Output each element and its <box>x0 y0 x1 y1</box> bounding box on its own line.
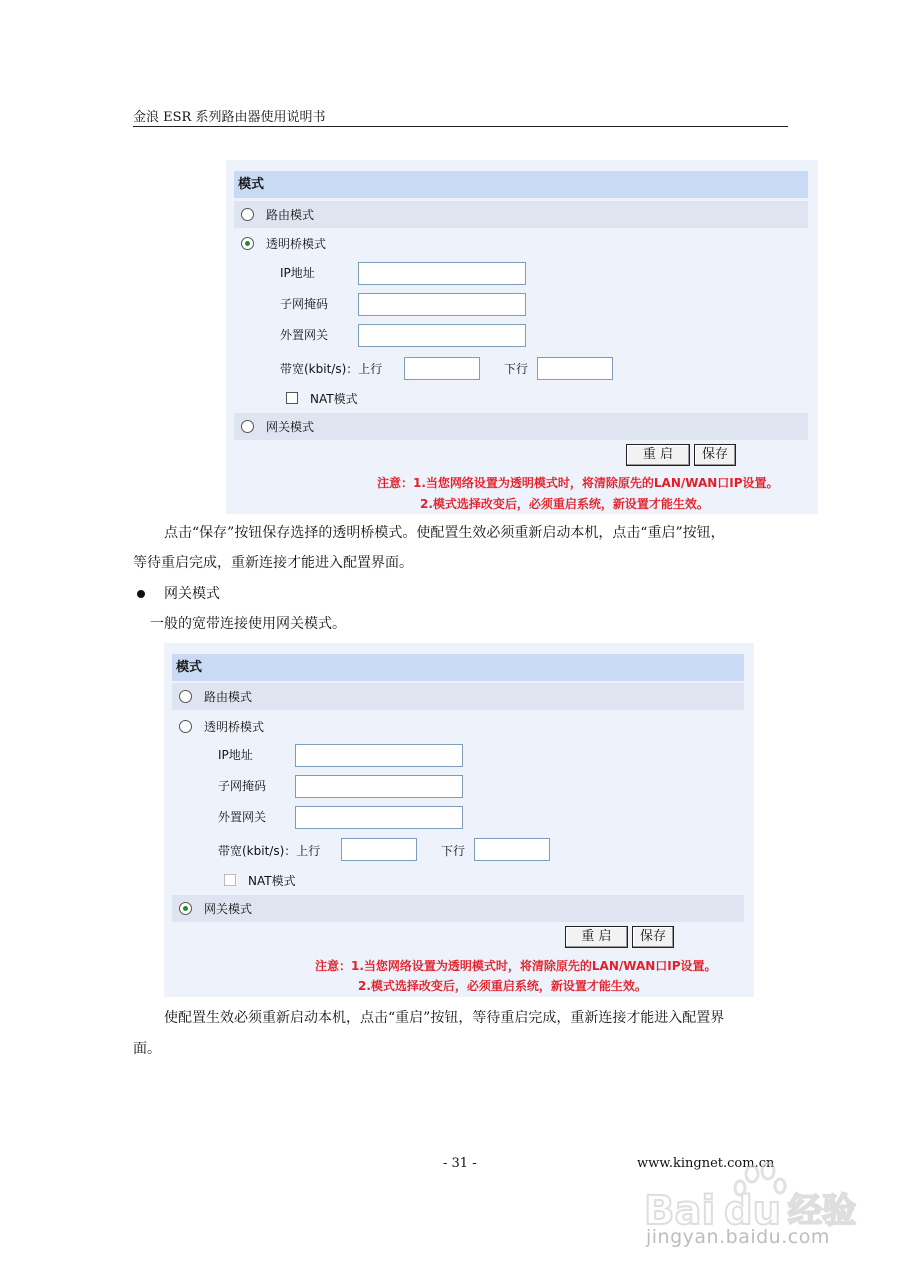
downlink-label: 下行 <box>504 362 529 376</box>
nat-checkbox[interactable] <box>224 874 236 886</box>
page-number: - 31 - <box>443 1156 477 1171</box>
panel-title: 模式 <box>172 654 744 681</box>
mask-input[interactable] <box>358 293 526 316</box>
downlink-input[interactable] <box>474 838 550 861</box>
running-header: 金浪 ESR 系列路由器使用说明书 <box>133 110 326 125</box>
svg-text:经验: 经验 <box>788 1191 856 1231</box>
gateway-mode-label: 网关模式 <box>204 902 253 916</box>
bullet-icon <box>137 590 145 598</box>
bridge-mode-label: 透明桥模式 <box>266 237 327 251</box>
gateway-mode-radio[interactable] <box>179 902 192 915</box>
mode-panel-gateway <box>164 643 754 997</box>
bridge-mode-label: 透明桥模式 <box>204 720 265 734</box>
svg-text:du: du <box>724 1188 782 1234</box>
svg-text:Bai: Bai <box>644 1188 716 1234</box>
gateway-mode-option[interactable] <box>234 413 808 440</box>
gateway-input[interactable] <box>358 324 526 347</box>
nat-label: NAT模式 <box>248 873 296 888</box>
paragraph-1-line-1: 点击“保存”按钮保存选择的透明桥模式。使配置生效必须重新启动本机，点击“重启”按钮， <box>164 525 725 541</box>
gateway-input[interactable] <box>295 806 463 829</box>
router-mode-option[interactable] <box>234 201 808 228</box>
nat-mode-option[interactable] <box>286 389 358 407</box>
uplink-input[interactable] <box>404 357 480 380</box>
downlink-label: 下行 <box>441 844 466 858</box>
mode-panel-bridge <box>226 160 818 514</box>
paragraph-3-line-2: 面。 <box>133 1041 161 1057</box>
mask-label: 子网掩码 <box>218 779 267 793</box>
bridge-mode-radio[interactable] <box>179 720 192 733</box>
router-mode-radio[interactable] <box>179 690 192 703</box>
save-button[interactable]: 保存 <box>632 926 674 948</box>
ip-label: IP地址 <box>280 266 315 280</box>
paragraph-3-line-1: 使配置生效必须重新启动本机，点击“重启”按钮，等待重启完成，重新连接才能进入配置界 <box>164 1010 725 1026</box>
bridge-mode-option[interactable] <box>172 713 744 740</box>
ip-label: IP地址 <box>218 748 253 762</box>
note-line-1: 注意：1.当您网络设置为透明模式时，将清除原先的LAN/WAN口IP设置。 <box>377 476 779 490</box>
bridge-mode-radio[interactable] <box>241 237 254 250</box>
note-line-1: 注意：1.当您网络设置为透明模式时，将清除原先的LAN/WAN口IP设置。 <box>315 959 717 973</box>
mask-input[interactable] <box>295 775 463 798</box>
ip-input[interactable] <box>358 262 526 285</box>
restart-button[interactable]: 重 启 <box>565 926 628 948</box>
gateway-label: 外置网关 <box>218 810 267 824</box>
router-mode-option[interactable] <box>172 683 744 710</box>
save-button[interactable]: 保存 <box>694 444 736 466</box>
nat-checkbox[interactable] <box>286 392 298 404</box>
gateway-label: 外置网关 <box>280 328 329 342</box>
gateway-mode-option[interactable] <box>172 895 744 922</box>
ip-input[interactable] <box>295 744 463 767</box>
footer-url: www.kingnet.com.cn <box>637 1156 775 1171</box>
bandwidth-label: 带宽(kbit/s)：上行 <box>280 362 383 376</box>
router-mode-radio[interactable] <box>241 208 254 221</box>
section-heading-gateway-mode: 网关模式 <box>164 586 220 602</box>
restart-button[interactable]: 重 启 <box>626 444 690 466</box>
downlink-input[interactable] <box>537 357 613 380</box>
panel-title: 模式 <box>234 171 808 198</box>
header-rule <box>133 126 788 127</box>
gateway-mode-radio[interactable] <box>241 420 254 433</box>
note-line-2: 2.模式选择改变后，必须重启系统，新设置才能生效。 <box>420 497 709 511</box>
bridge-mode-option[interactable] <box>234 230 808 257</box>
router-mode-label: 路由模式 <box>204 690 253 704</box>
nat-label: NAT模式 <box>310 391 358 406</box>
router-mode-label: 路由模式 <box>266 208 315 222</box>
paragraph-1-line-2: 等待重启完成，重新连接才能进入配置界面。 <box>133 555 413 571</box>
note-line-2: 2.模式选择改变后，必须重启系统，新设置才能生效。 <box>358 979 647 993</box>
mask-label: 子网掩码 <box>280 297 329 311</box>
nat-mode-option[interactable] <box>224 871 296 889</box>
baidu-watermark-site: jingyan.baidu.com <box>646 1226 830 1248</box>
gateway-mode-label: 网关模式 <box>266 420 315 434</box>
uplink-input[interactable] <box>341 838 417 861</box>
bandwidth-label: 带宽(kbit/s)：上行 <box>218 844 321 858</box>
paragraph-2: 一般的宽带连接使用网关模式。 <box>150 616 346 632</box>
